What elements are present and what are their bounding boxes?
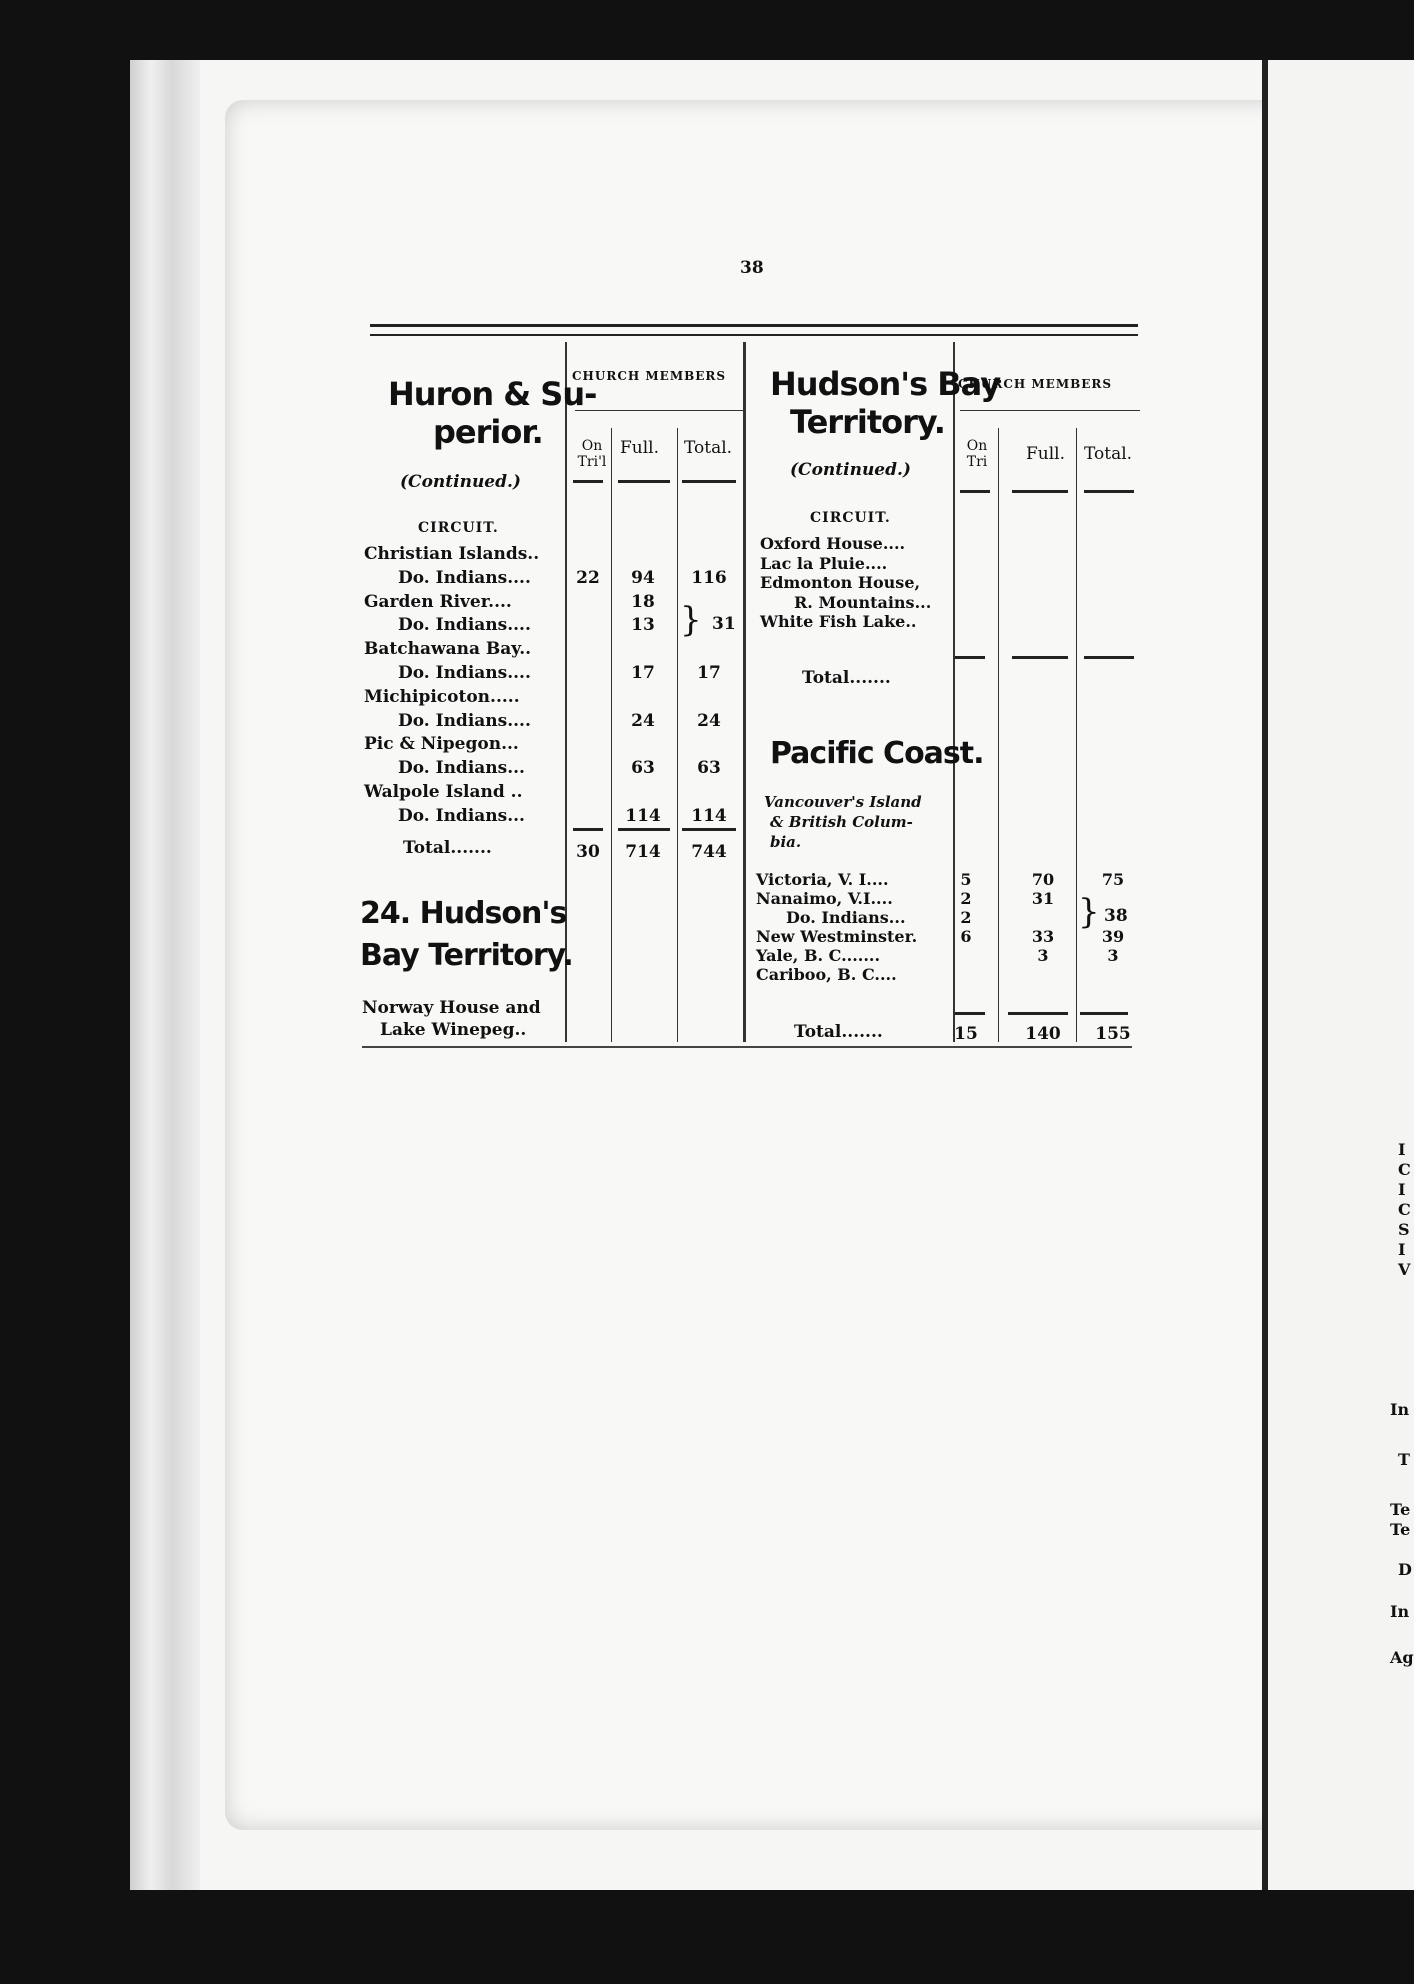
- on-trial-value: 22: [576, 568, 600, 588]
- left-section2-heading: 24. Hudson's: [360, 896, 567, 931]
- total-value: 24: [697, 711, 721, 731]
- right-col-header: Full.: [1026, 444, 1066, 464]
- margin-letter: I: [1398, 1180, 1406, 1199]
- header-rule: [618, 480, 670, 483]
- circuit-name: Edmonton House,: [760, 573, 921, 592]
- circuit-name: Do. Indians....: [398, 663, 531, 683]
- margin-letter: I: [1398, 1140, 1406, 1159]
- right-total-total: 155: [1095, 1024, 1131, 1044]
- left-section-heading: perior.: [433, 413, 543, 451]
- left-section2-row: Lake Winepeg..: [380, 1020, 527, 1040]
- margin-letter: S: [1398, 1220, 1410, 1239]
- circuit-name: Walpole Island ..: [364, 782, 523, 802]
- circuit-name: Victoria, V. I....: [756, 870, 889, 889]
- right-section-heading: Hudson's Bay: [770, 365, 1001, 403]
- left-group-header: CHURCH MEMBERS: [572, 369, 727, 383]
- left-total-on-trial: 30: [576, 842, 600, 862]
- circuit-name: Christian Islands..: [364, 544, 540, 564]
- header-rule: [960, 490, 990, 493]
- circuit-name: New Westminster.: [756, 927, 918, 946]
- total-value: 63: [697, 758, 721, 778]
- circuit-name: Do. Indians....: [398, 615, 531, 635]
- total-rule: [1084, 656, 1134, 659]
- left-section2-row: Norway House and: [362, 998, 541, 1018]
- right-section2-sub: & British Colum-: [770, 813, 913, 831]
- total-rule: [955, 656, 985, 659]
- header-rule: [573, 480, 603, 483]
- page-edge: [130, 60, 200, 1890]
- left-bracket: }: [680, 600, 702, 640]
- on-trial-value: 2: [960, 908, 972, 927]
- circuit-name: Do. Indians...: [786, 908, 906, 927]
- left-col-header: Full.: [620, 438, 660, 458]
- margin-letter: Te: [1390, 1500, 1411, 1519]
- right-group-header: CHURCH MEMBERS: [958, 377, 1113, 391]
- left-section2-heading: Bay Territory.: [360, 938, 573, 973]
- total-value: 39: [1101, 927, 1125, 946]
- right-col-header: Total.: [1084, 444, 1133, 464]
- full-value: 114: [625, 806, 661, 826]
- column-rule: [998, 428, 999, 1042]
- column-rule: [565, 342, 567, 1042]
- circuit-name: Batchawana Bay..: [364, 639, 532, 659]
- left-total-label: Total.......: [403, 838, 492, 858]
- margin-letter: C: [1398, 1200, 1411, 1219]
- table-top-rule: [370, 324, 1138, 336]
- full-value: 70: [1031, 870, 1055, 889]
- right-total-on-trial: 15: [954, 1024, 978, 1044]
- right-bracket-total: 38: [1104, 906, 1128, 926]
- circuit-name: Cariboo, B. C....: [756, 965, 897, 984]
- total-rule: [1012, 656, 1068, 659]
- column-rule: [960, 410, 1140, 411]
- right-bracket: }: [1078, 892, 1100, 932]
- full-value: 31: [1031, 889, 1055, 908]
- full-value: 24: [631, 711, 655, 731]
- left-continued: (Continued.): [400, 472, 521, 492]
- total-value: 116: [691, 568, 727, 588]
- margin-letter: In: [1390, 1400, 1410, 1419]
- margin-letter: Te: [1390, 1520, 1411, 1539]
- left-section-heading: Huron & Su-: [388, 375, 597, 413]
- header-rule: [1012, 490, 1068, 493]
- margin-letter: D: [1398, 1560, 1412, 1579]
- total-value: 3: [1107, 946, 1119, 965]
- column-rule: [611, 428, 612, 1042]
- full-value: 18: [631, 592, 655, 612]
- page-number: 38: [740, 258, 764, 278]
- total-rule: [682, 828, 736, 831]
- left-bracket-total: 31: [712, 614, 736, 634]
- total-rule: [1008, 1012, 1068, 1015]
- full-value: 13: [631, 615, 655, 635]
- circuit-name: Do. Indians....: [398, 711, 531, 731]
- table-bottom-rule: [362, 1046, 1132, 1048]
- total-value: 75: [1101, 870, 1125, 889]
- full-value: 3: [1037, 946, 1049, 965]
- circuit-name: Nanaimo, V.I....: [756, 889, 893, 908]
- total-value: 114: [691, 806, 727, 826]
- header-rule: [682, 480, 736, 483]
- on-trial-value: 6: [960, 927, 972, 946]
- margin-letter: T: [1398, 1450, 1410, 1469]
- total-rule: [1080, 1012, 1128, 1015]
- header-rule: [1084, 490, 1134, 493]
- right-total-full: 140: [1025, 1024, 1061, 1044]
- left-total-full: 714: [625, 842, 661, 862]
- full-value: 33: [1031, 927, 1055, 946]
- circuit-name: Do. Indians...: [398, 758, 525, 778]
- margin-letter: V: [1398, 1260, 1411, 1279]
- right-continued: (Continued.): [790, 460, 911, 480]
- full-value: 63: [631, 758, 655, 778]
- right-section2-sub: Vancouver's Island: [764, 793, 922, 811]
- total-rule: [618, 828, 670, 831]
- on-trial-value: 5: [960, 870, 972, 889]
- left-col-header: Total.: [684, 438, 733, 458]
- circuit-name: Do. Indians...: [398, 806, 525, 826]
- right-total-label: Total.......: [794, 1022, 883, 1042]
- on-trial-value: 2: [960, 889, 972, 908]
- circuit-name: Oxford House....: [760, 534, 906, 553]
- facing-page-strip: [1262, 60, 1414, 1890]
- left-total-total: 744: [691, 842, 727, 862]
- right-section-heading: Territory.: [790, 403, 945, 441]
- total-rule: [573, 828, 603, 831]
- margin-letter: In: [1390, 1602, 1410, 1621]
- circuit-name: Pic & Nipegon...: [364, 734, 519, 754]
- right-section2-sub: bia.: [770, 833, 802, 851]
- margin-letter: Ag: [1390, 1648, 1414, 1667]
- left-col-header: On Tri'l: [577, 438, 607, 470]
- right-section2-heading: Pacific Coast.: [770, 736, 984, 771]
- circuit-name: Michipicoton.....: [364, 687, 520, 707]
- total-rule: [955, 1012, 985, 1015]
- circuit-name: R. Mountains...: [794, 593, 932, 612]
- left-circuit-label: CIRCUIT.: [418, 520, 499, 536]
- total-value: 17: [697, 663, 721, 683]
- margin-letter: C: [1398, 1160, 1411, 1179]
- column-rule: [743, 342, 746, 1042]
- circuit-name: Garden River....: [364, 592, 512, 612]
- circuit-name: Yale, B. C.......: [756, 946, 881, 965]
- column-rule: [677, 428, 678, 1042]
- margin-letter: I: [1398, 1240, 1406, 1259]
- right-circuit-label: CIRCUIT.: [810, 510, 891, 526]
- full-value: 94: [631, 568, 655, 588]
- column-rule: [575, 410, 743, 411]
- circuit-name: White Fish Lake..: [760, 612, 917, 631]
- column-rule: [1076, 428, 1077, 1042]
- right-col-header: On Tri: [966, 438, 988, 470]
- circuit-name: Do. Indians....: [398, 568, 531, 588]
- right-total-label: Total.......: [802, 668, 891, 688]
- full-value: 17: [631, 663, 655, 683]
- circuit-name: Lac la Pluie....: [760, 554, 888, 573]
